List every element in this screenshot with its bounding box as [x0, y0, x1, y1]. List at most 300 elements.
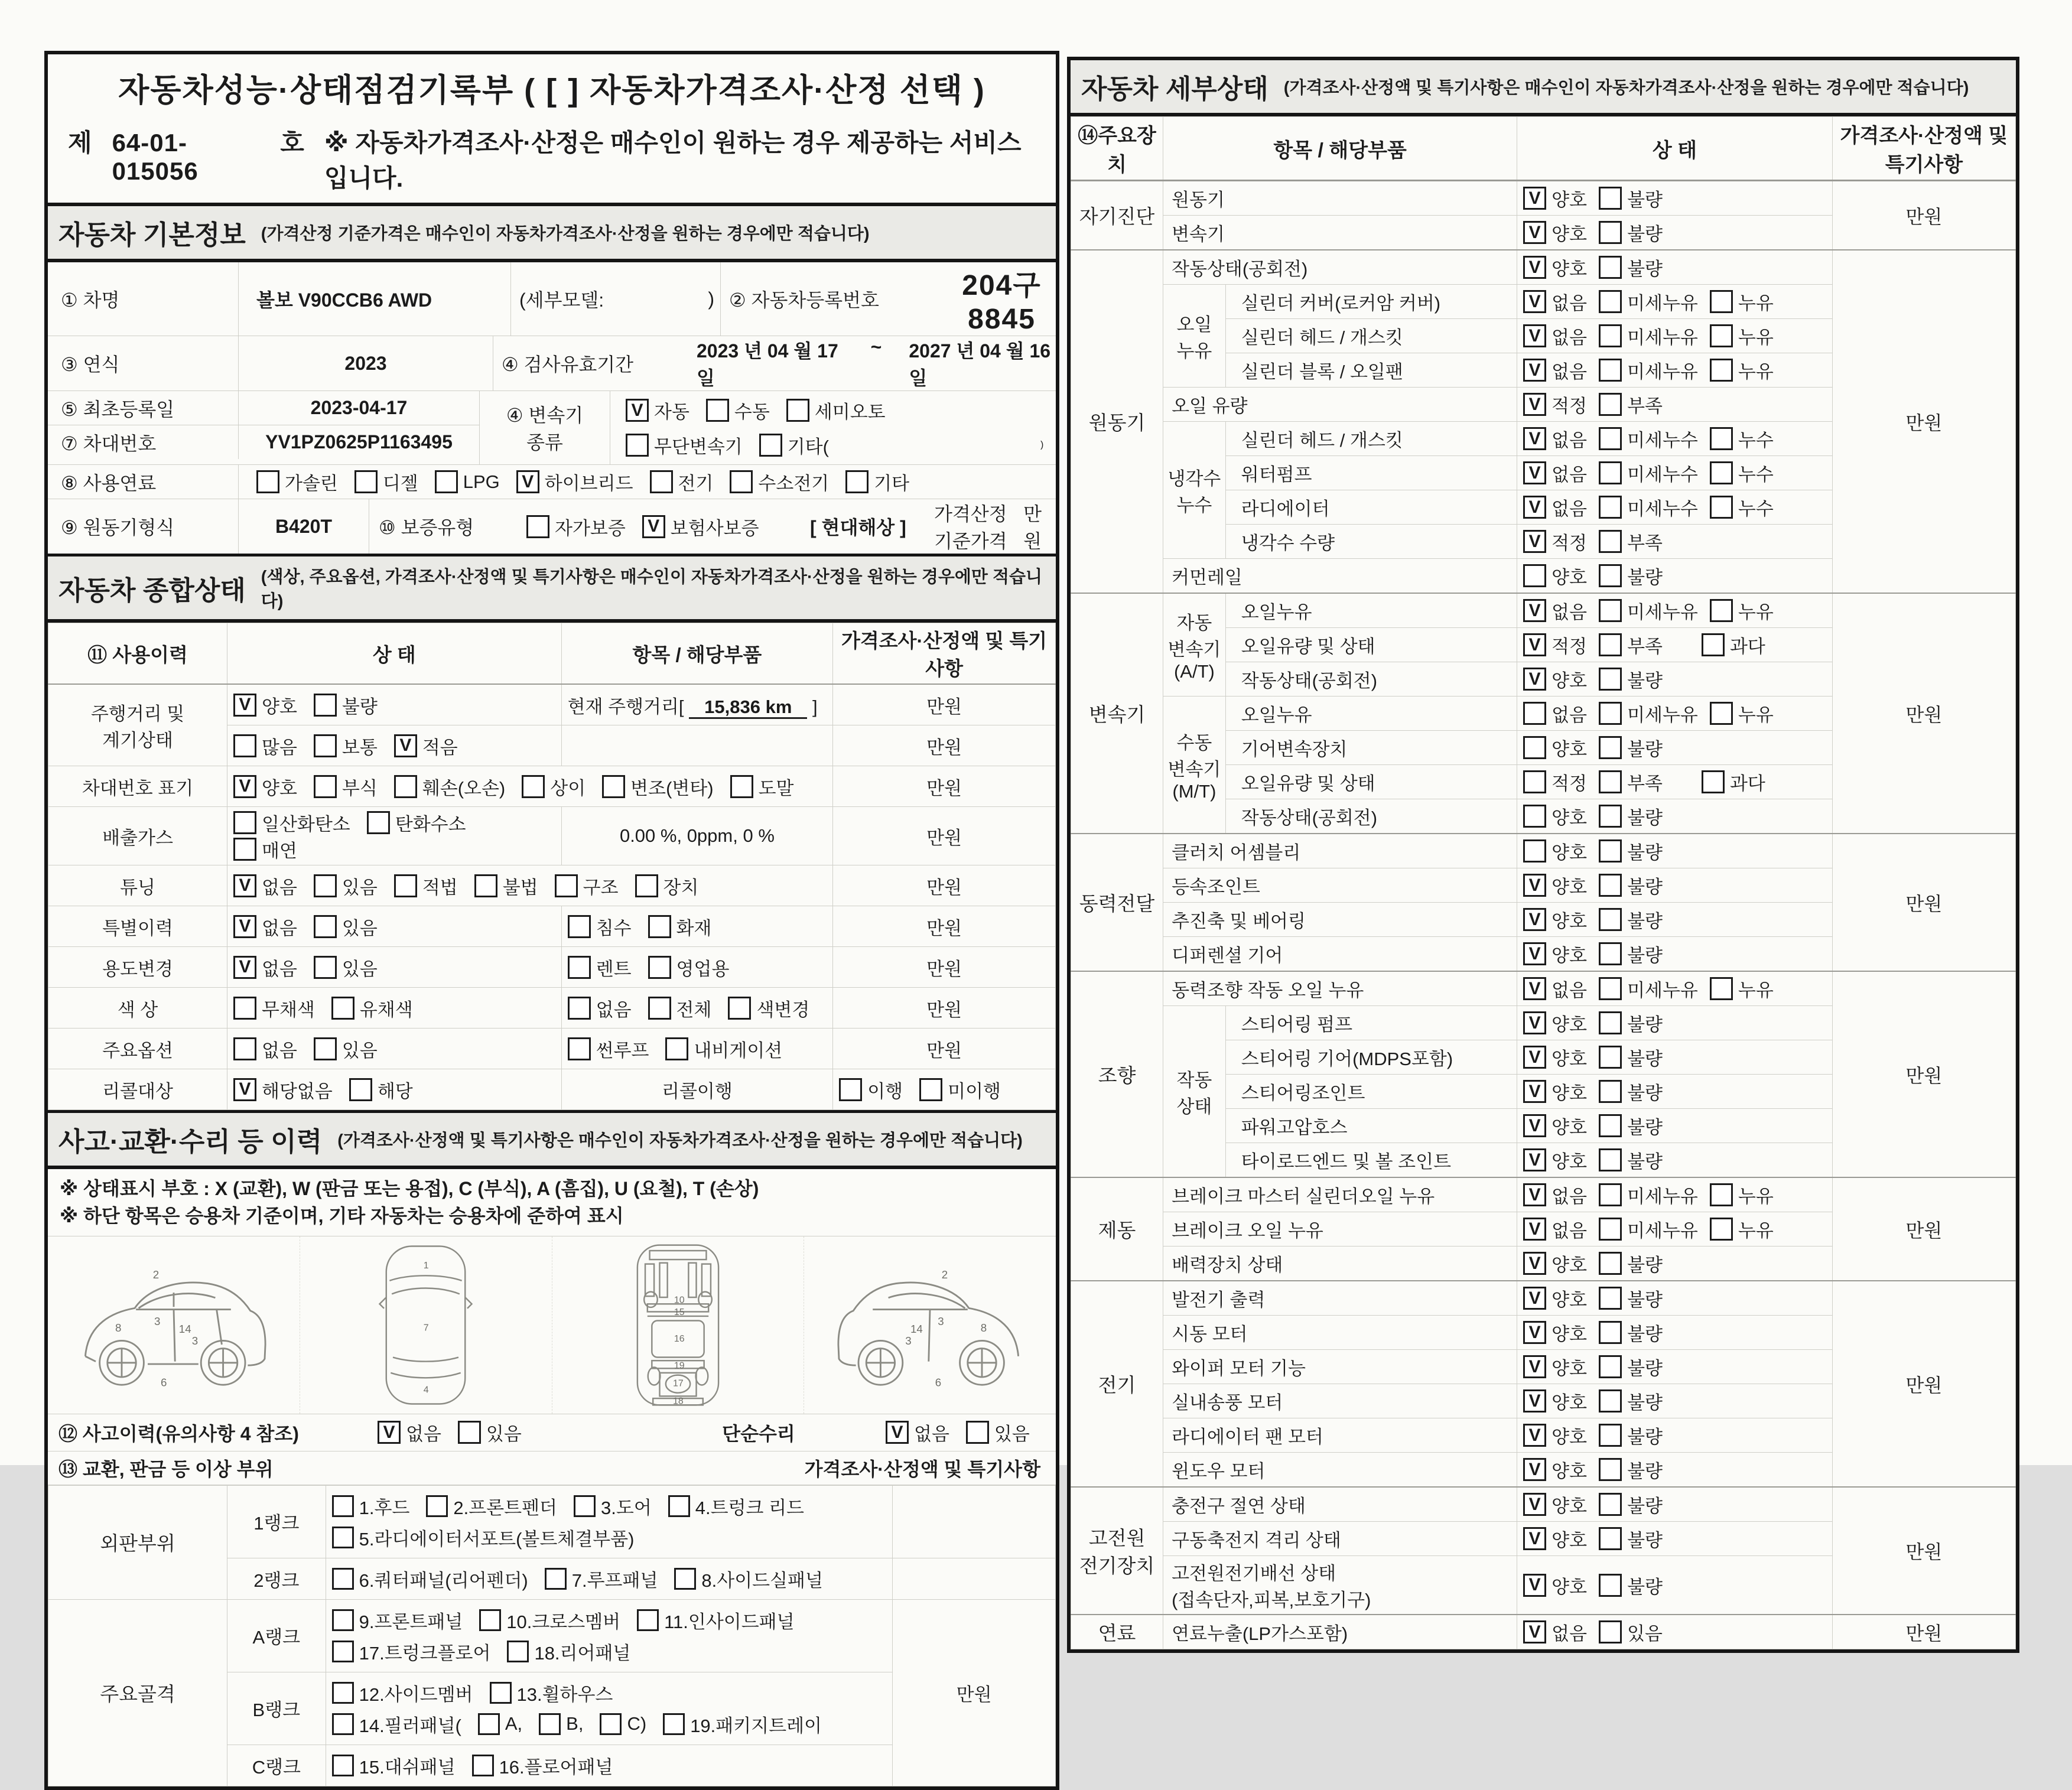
item-label: 스티어링조인트 — [1225, 1075, 1517, 1109]
checkbox-unchecked[interactable] — [1710, 461, 1733, 484]
state-cell — [1517, 1109, 1833, 1143]
detail-row — [1071, 250, 2016, 285]
checkbox-unchecked[interactable] — [1599, 908, 1622, 931]
checkbox-unchecked[interactable] — [1599, 702, 1622, 725]
checkbox-unchecked[interactable] — [1599, 633, 1622, 656]
checkbox-label: 양호 — [1551, 1358, 1588, 1379]
price-cell: 만원 — [1832, 250, 2015, 593]
checkbox-unchecked[interactable] — [1710, 496, 1733, 519]
doc-no: 64-01-015056 — [112, 129, 199, 185]
checkbox-option — [1599, 906, 1663, 933]
checkbox-unchecked[interactable] — [635, 874, 658, 897]
checkbox-checked[interactable]: V — [1523, 1287, 1546, 1310]
checkbox-unchecked[interactable] — [1599, 359, 1622, 382]
checkbox-unchecked[interactable] — [1599, 839, 1622, 863]
state-cell — [1517, 1177, 1833, 1212]
checkbox-unchecked[interactable] — [1710, 427, 1733, 450]
checkbox-checked[interactable]: V — [1523, 908, 1546, 931]
checkbox-unchecked[interactable] — [674, 1568, 696, 1590]
checkbox-unchecked[interactable] — [1599, 427, 1622, 450]
checkbox-checked[interactable]: V — [1523, 668, 1546, 691]
basic-info-header — [48, 206, 1056, 262]
checkbox-unchecked[interactable] — [1599, 1183, 1622, 1206]
checkbox-unchecked[interactable] — [1523, 839, 1546, 863]
checkbox-option — [1599, 562, 1663, 589]
checkbox-unchecked[interactable] — [233, 734, 256, 757]
checkbox-checked[interactable]: V — [626, 399, 649, 422]
recall-fulfillment — [833, 1069, 1056, 1110]
checkbox-checked[interactable]: V — [1523, 1620, 1546, 1643]
checkbox-unchecked[interactable] — [478, 1713, 500, 1735]
checkbox-unchecked[interactable] — [545, 1568, 567, 1590]
item-label: 윈도우 모터 — [1163, 1453, 1517, 1488]
checkbox-unchecked[interactable] — [314, 1037, 337, 1060]
checkbox-option — [233, 733, 297, 759]
checkbox-unchecked[interactable] — [332, 1527, 354, 1548]
checkbox-checked[interactable]: V — [1523, 1080, 1546, 1103]
checkbox-unchecked[interactable] — [1599, 290, 1622, 313]
checkbox-unchecked[interactable] — [1599, 1620, 1622, 1643]
item-label: 발전기 출력 — [1163, 1281, 1517, 1316]
checkbox-unchecked[interactable] — [1599, 1148, 1622, 1171]
checkbox-unchecked[interactable] — [1599, 1355, 1622, 1378]
checkbox-unchecked[interactable] — [233, 1037, 256, 1060]
checkbox-option — [568, 1036, 649, 1062]
item-label: 스티어링 펌프 — [1225, 1006, 1517, 1040]
checkbox-label: 누수 — [1738, 499, 1774, 519]
checkbox-label: 미세누수 — [1627, 430, 1698, 451]
checkbox-unchecked[interactable] — [367, 811, 390, 834]
checkbox-checked[interactable]: V — [1523, 496, 1546, 519]
checkbox-unchecked[interactable] — [1710, 1218, 1733, 1241]
checkbox-checked[interactable]: V — [1523, 1493, 1546, 1516]
checkbox-label: 11.인사이드패널 — [664, 1611, 795, 1632]
checkbox-option — [233, 1076, 333, 1103]
checkbox-unchecked[interactable] — [1710, 977, 1733, 1000]
checkbox-unchecked[interactable] — [1599, 256, 1622, 279]
checkbox-option — [233, 995, 315, 1021]
checkbox-unchecked[interactable] — [574, 1495, 596, 1517]
checkbox-checked[interactable]: V — [233, 915, 256, 938]
checkbox-label: 부족 — [1627, 533, 1663, 554]
checkbox-unchecked[interactable] — [314, 915, 337, 938]
checkbox-unchecked[interactable] — [1710, 324, 1733, 347]
detail-row — [1071, 971, 2016, 1006]
checkbox-label: 해당 — [377, 1080, 413, 1102]
checkbox-unchecked[interactable] — [314, 874, 337, 897]
checkbox-unchecked[interactable] — [1523, 736, 1546, 759]
checkbox-option — [314, 873, 378, 899]
checkbox-option — [1599, 1182, 1698, 1208]
checkbox-unchecked[interactable] — [332, 1682, 354, 1704]
checkbox-unchecked[interactable] — [1599, 942, 1622, 965]
checkbox-option — [1599, 219, 1663, 246]
checkbox-option — [1599, 700, 1698, 727]
checkbox-unchecked[interactable] — [1599, 1080, 1622, 1103]
state-cell — [1517, 628, 1833, 662]
checkbox-label: 과다 — [1729, 636, 1765, 657]
checkbox-option — [332, 1493, 410, 1519]
checkbox-unchecked[interactable] — [637, 1609, 659, 1631]
checkbox-unchecked[interactable] — [314, 956, 337, 979]
checkbox-option — [1523, 597, 1587, 624]
checkbox-unchecked[interactable] — [314, 734, 337, 757]
diagram-number: 3 — [938, 1314, 944, 1327]
color-item — [561, 988, 833, 1029]
checkbox-unchecked[interactable] — [233, 997, 256, 1020]
diagram-number: 1 — [423, 1260, 429, 1271]
checkbox-unchecked[interactable] — [845, 470, 869, 493]
checkbox-checked[interactable]: V — [516, 470, 539, 493]
checkbox-unchecked[interactable] — [1710, 1183, 1733, 1206]
checkbox-unchecked[interactable] — [349, 1078, 372, 1101]
state-cell — [1517, 1006, 1833, 1040]
checkbox-checked[interactable]: V — [233, 1078, 256, 1101]
checkbox-unchecked[interactable] — [665, 1037, 688, 1060]
checkbox-unchecked[interactable] — [332, 1568, 354, 1590]
checkbox-unchecked[interactable] — [1599, 1527, 1622, 1550]
checkbox-checked[interactable]: V — [1523, 324, 1546, 347]
checkbox-unchecked[interactable] — [1599, 1287, 1622, 1310]
checkbox-unchecked[interactable] — [568, 997, 591, 1020]
checkbox-unchecked[interactable] — [1599, 1218, 1622, 1241]
checkbox-unchecked[interactable] — [1599, 668, 1622, 691]
checkbox-checked[interactable]: V — [1523, 1389, 1546, 1413]
checkbox-unchecked[interactable] — [1599, 530, 1622, 553]
checkbox-label: 양호 — [1551, 1496, 1588, 1516]
checkbox-checked[interactable]: V — [1523, 221, 1546, 244]
checkbox-unchecked[interactable] — [1710, 702, 1733, 725]
checkbox-unchecked[interactable] — [1710, 290, 1733, 313]
checkbox-unchecked[interactable] — [1523, 702, 1546, 725]
checkbox-checked[interactable]: V — [1523, 633, 1546, 656]
checkbox-label: 미세누유 — [1627, 980, 1698, 1001]
basic-info-section — [48, 262, 1056, 554]
checkbox-option — [1523, 700, 1587, 727]
checkbox-label: 없음 — [914, 1424, 949, 1445]
checkbox-unchecked[interactable] — [474, 874, 497, 897]
checkbox-unchecked[interactable] — [786, 399, 809, 422]
item-label: 실린더 헤드 / 개스킷 — [1225, 422, 1517, 456]
checkbox-checked[interactable]: V — [1523, 1355, 1546, 1378]
checkbox-label: 있음 — [994, 1424, 1030, 1445]
state-cell — [1517, 1247, 1833, 1281]
checkbox-checked[interactable]: V — [1523, 942, 1546, 965]
checkbox-unchecked[interactable] — [730, 470, 753, 493]
checkbox-unchecked[interactable] — [472, 1755, 494, 1776]
checkbox-unchecked[interactable] — [555, 874, 578, 897]
row-color — [48, 988, 1056, 1029]
checkbox-unchecked[interactable] — [602, 775, 625, 798]
checkbox-unchecked[interactable] — [394, 874, 417, 897]
checkbox-unchecked[interactable] — [332, 1713, 354, 1735]
car-diagram-side-left — [48, 1236, 300, 1414]
checkbox-unchecked[interactable] — [1599, 496, 1622, 519]
checkbox-checked[interactable]: V — [233, 956, 256, 979]
checkbox-checked[interactable]: V — [1523, 1218, 1546, 1241]
checkbox-unchecked[interactable] — [1599, 805, 1622, 828]
checkbox-unchecked[interactable] — [458, 1421, 481, 1444]
state-cell — [1517, 353, 1833, 388]
year-label: ③ 연식 — [48, 336, 239, 390]
checkbox-checked[interactable]: V — [1523, 1321, 1546, 1344]
checkbox-checked[interactable]: V — [1523, 290, 1546, 313]
checkbox-checked[interactable]: V — [1523, 977, 1546, 1000]
checkbox-unchecked[interactable] — [332, 1641, 354, 1662]
checkbox-option — [886, 1419, 949, 1446]
state-cell — [1517, 456, 1833, 490]
state-cell — [1517, 731, 1833, 765]
checkbox-line — [332, 1752, 887, 1779]
form-title: 자동차성능·상태점검기록부 ( [ ] 자동차가격조사·산정 선택 ) — [118, 73, 985, 108]
checkbox-unchecked[interactable] — [1599, 1493, 1622, 1516]
checkbox-label: 양호 — [1551, 877, 1588, 897]
checkbox-checked[interactable]: V — [233, 775, 256, 798]
checkbox-checked[interactable]: V — [1523, 1574, 1546, 1597]
checkbox-label: 누유 — [1738, 1221, 1774, 1241]
checkbox-option — [1523, 1525, 1587, 1552]
odometer-value: 15,836 km — [689, 697, 807, 719]
col-main-device: ⑭주요장치 — [1071, 117, 1163, 181]
checkbox-unchecked[interactable] — [1599, 221, 1622, 244]
device-sub-label: 냉각수 누수 — [1163, 422, 1226, 559]
checkbox-unchecked[interactable] — [332, 1755, 354, 1776]
checkbox-option — [394, 773, 505, 800]
checkbox-unchecked[interactable] — [1599, 324, 1622, 347]
checkbox-checked[interactable]: V — [1523, 1011, 1546, 1034]
device-sub-label: 수동 변속기 (M/T) — [1163, 697, 1226, 834]
checkbox-unchecked[interactable] — [354, 470, 378, 493]
checkbox-option — [1599, 1319, 1663, 1346]
device-group-label: 전기 — [1071, 1281, 1163, 1487]
checkbox-checked[interactable]: V — [1523, 1183, 1546, 1206]
checkbox-checked[interactable]: V — [1523, 393, 1546, 416]
checkbox-unchecked[interactable] — [1599, 770, 1622, 793]
checkbox-option — [1599, 391, 1663, 418]
row-tuning — [48, 865, 1056, 906]
checkbox-unchecked[interactable] — [332, 1495, 354, 1517]
checkbox-unchecked[interactable] — [839, 1078, 862, 1101]
checkbox-unchecked[interactable] — [1599, 1046, 1622, 1069]
checkbox-unchecked[interactable] — [648, 997, 671, 1020]
checkbox-checked[interactable]: V — [233, 694, 256, 717]
checkbox-unchecked[interactable] — [728, 997, 751, 1020]
submodel-close: ) — [667, 262, 721, 336]
checkbox-unchecked[interactable] — [233, 838, 256, 861]
item-label: 시동 모터 — [1163, 1316, 1517, 1350]
checkbox-option — [642, 513, 759, 540]
checkbox-unchecked[interactable] — [668, 1495, 690, 1517]
checkbox-unchecked[interactable] — [568, 915, 591, 938]
checkbox-line — [332, 1566, 887, 1592]
checkbox-checked[interactable]: V — [1523, 1046, 1546, 1069]
state-cell — [1517, 1281, 1833, 1316]
transmission-line-1 — [626, 397, 1056, 424]
checkbox-option — [1599, 769, 1663, 795]
diagram-number: 10 — [674, 1295, 685, 1306]
checkbox-unchecked[interactable] — [919, 1078, 942, 1101]
checkbox-unchecked[interactable] — [663, 1713, 685, 1735]
checkbox-unchecked[interactable] — [1599, 1389, 1622, 1413]
checkbox-checked[interactable]: V — [394, 734, 417, 757]
checkbox-unchecked[interactable] — [1702, 770, 1725, 793]
checkbox-checked[interactable]: V — [1523, 1114, 1546, 1137]
checkbox-unchecked[interactable] — [568, 956, 591, 979]
checkbox-unchecked[interactable] — [233, 811, 256, 834]
checkbox-unchecked[interactable] — [507, 1641, 529, 1662]
checkbox-unchecked[interactable] — [1599, 461, 1622, 484]
checkbox-unchecked[interactable] — [568, 1037, 591, 1060]
checkbox-checked[interactable]: V — [1523, 1148, 1546, 1171]
checkbox-label: 일산화탄소 — [262, 814, 350, 835]
item-label: 스티어링 기어(MDPS포함) — [1225, 1040, 1517, 1075]
simple-repair-label: 단순수리 — [722, 1423, 795, 1444]
usage-change-label: 용도변경 — [48, 947, 227, 988]
item-label: 디퍼렌셜 기어 — [1163, 937, 1517, 972]
checkbox-checked[interactable]: V — [378, 1421, 401, 1444]
checkbox-checked[interactable]: V — [1523, 1252, 1546, 1275]
checkbox-option — [331, 995, 413, 1021]
checkbox-option — [233, 809, 350, 836]
checkbox-label: 전기 — [678, 473, 714, 494]
checkbox-unchecked[interactable] — [1599, 393, 1622, 416]
checkbox-checked[interactable]: V — [1523, 427, 1546, 450]
checkbox-checked[interactable]: V — [1523, 187, 1546, 210]
checkbox-unchecked[interactable] — [426, 1495, 448, 1517]
checkbox-label: 불법 — [502, 877, 538, 898]
checkbox-unchecked[interactable] — [1599, 564, 1622, 587]
checkbox-unchecked[interactable] — [966, 1421, 989, 1444]
device-group-label: 고전원 전기장치 — [1071, 1487, 1163, 1615]
item-label: 오일유량 및 상태 — [1225, 628, 1517, 662]
diagram-number: 2 — [941, 1268, 948, 1281]
checkbox-unchecked[interactable] — [1710, 359, 1733, 382]
checkbox-unchecked[interactable] — [650, 470, 673, 493]
checkbox-unchecked[interactable] — [435, 470, 458, 493]
checkbox-unchecked[interactable] — [1599, 874, 1622, 897]
checkbox-option — [332, 1638, 491, 1665]
checkbox-option — [600, 1713, 646, 1735]
checkbox-checked[interactable]: V — [1523, 359, 1546, 382]
checkbox-unchecked[interactable] — [600, 1713, 622, 1735]
col-item-part: 항목 / 해당부품 — [1163, 117, 1517, 181]
checkbox-unchecked[interactable] — [706, 399, 729, 422]
checkbox-checked[interactable]: V — [1523, 1424, 1546, 1447]
checkbox-option — [1710, 700, 1774, 727]
price-cell: 만원 — [1832, 834, 2015, 971]
checkbox-checked[interactable]: V — [1523, 1527, 1546, 1550]
checkbox-unchecked[interactable] — [1702, 633, 1725, 656]
checkbox-unchecked[interactable] — [1599, 1252, 1622, 1275]
state-cell — [1517, 1143, 1833, 1178]
checkbox-unchecked[interactable] — [1599, 1574, 1622, 1597]
checkbox-label: 양호 — [1551, 1290, 1588, 1310]
detail-status-header — [1071, 60, 2016, 116]
checkbox-unchecked[interactable] — [648, 915, 671, 938]
checkbox-checked[interactable]: V — [1523, 1458, 1546, 1481]
fuel-label: ⑧ 사용연료 — [48, 465, 239, 499]
checkbox-option — [728, 995, 809, 1021]
checkbox-unchecked[interactable] — [648, 956, 671, 979]
checkbox-label: 부식 — [341, 777, 378, 799]
checkbox-unchecked[interactable] — [1599, 977, 1622, 1000]
checkbox-option — [1599, 528, 1663, 555]
checkbox-checked[interactable]: V — [642, 515, 665, 538]
checkbox-unchecked[interactable] — [1710, 599, 1733, 622]
diagram-number: 2 — [152, 1268, 160, 1281]
checkbox-unchecked[interactable] — [1599, 1321, 1622, 1344]
checkbox-option — [1599, 597, 1698, 624]
checkbox-unchecked[interactable] — [314, 694, 337, 717]
checkbox-label: 없음 — [1551, 362, 1588, 382]
checkbox-label: 13.휠하우스 — [516, 1684, 613, 1705]
checkbox-unchecked[interactable] — [539, 1713, 561, 1735]
vin-marking-label: 차대번호 표기 — [48, 766, 227, 807]
checkbox-unchecked[interactable] — [490, 1682, 512, 1704]
checkbox-option — [1523, 1216, 1587, 1242]
checkbox-unchecked[interactable] — [1599, 1011, 1622, 1034]
checkbox-option — [367, 809, 466, 836]
checkbox-unchecked[interactable] — [1599, 736, 1622, 759]
checkbox-unchecked[interactable] — [1599, 599, 1622, 622]
checkbox-unchecked[interactable] — [331, 997, 354, 1020]
checkbox-checked[interactable]: V — [1523, 256, 1546, 279]
checkbox-checked[interactable]: V — [233, 874, 256, 897]
state-cell — [1517, 559, 1833, 594]
checkbox-unchecked[interactable] — [1599, 1458, 1622, 1481]
checkbox-option — [1523, 1572, 1587, 1599]
checkbox-unchecked[interactable] — [256, 470, 279, 493]
device-sub-label: 오일 누유 — [1163, 285, 1226, 388]
checkbox-unchecked[interactable] — [314, 775, 337, 798]
emissions-state — [227, 807, 562, 865]
price-cell: 만원 — [833, 865, 1056, 906]
checkbox-unchecked[interactable] — [1523, 564, 1546, 587]
checkbox-unchecked[interactable] — [526, 515, 549, 538]
checkbox-unchecked[interactable] — [394, 775, 417, 798]
checkbox-option — [1523, 1422, 1587, 1449]
checkbox-option — [786, 397, 886, 424]
checkbox-unchecked[interactable] — [1523, 805, 1546, 828]
checkbox-checked[interactable]: V — [1523, 599, 1546, 622]
checkbox-option — [507, 1638, 630, 1665]
checkbox-unchecked[interactable] — [1523, 770, 1546, 793]
checkbox-label: 없음 — [1551, 499, 1588, 519]
device-group-label: 자기진단 — [1071, 181, 1163, 250]
checkbox-unchecked[interactable] — [1599, 187, 1622, 210]
item-label: 워터펌프 — [1225, 456, 1517, 490]
checkbox-unchecked[interactable] — [479, 1609, 501, 1631]
checkbox-unchecked[interactable] — [730, 775, 753, 798]
checkbox-unchecked[interactable] — [522, 775, 545, 798]
checkbox-unchecked[interactable] — [626, 434, 649, 457]
checkbox-unchecked[interactable] — [332, 1609, 354, 1631]
checkbox-unchecked[interactable] — [1599, 1424, 1622, 1447]
checkbox-checked[interactable]: V — [1523, 461, 1546, 484]
replaced-parts-label: ⑬ 교환, 판금 등 이상 부위 — [58, 1458, 274, 1480]
checkbox-option — [759, 432, 829, 458]
item-label: 오일누유 — [1225, 697, 1517, 731]
checkbox-checked[interactable]: V — [1523, 874, 1546, 897]
checkbox-option — [314, 1036, 378, 1062]
checkbox-unchecked[interactable] — [759, 434, 782, 457]
diagram-number: 7 — [423, 1323, 429, 1333]
warranty-company: [ 현대해상 ] — [810, 517, 906, 538]
checkbox-checked[interactable]: V — [1523, 530, 1546, 553]
checkbox-unchecked[interactable] — [1599, 1114, 1622, 1137]
diagram-number: 8 — [115, 1321, 122, 1334]
checkbox-checked[interactable]: V — [886, 1421, 909, 1444]
